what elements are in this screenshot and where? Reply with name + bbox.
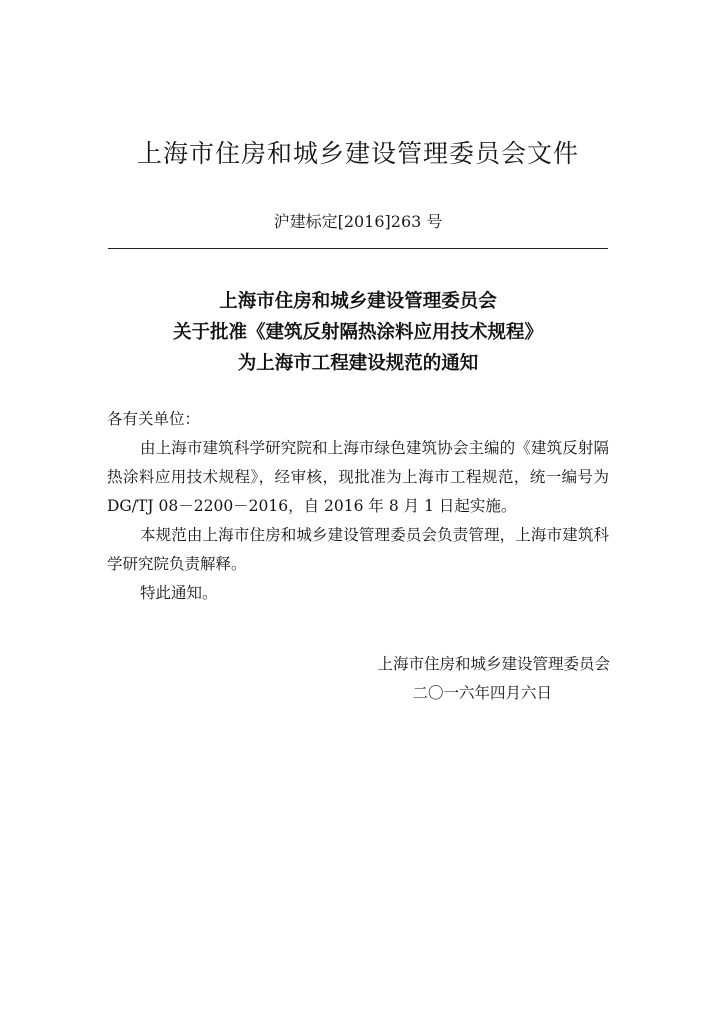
document-body	[107, 405, 609, 608]
management-paragraph: 本规范由上海市住房和城乡建设管理委员会负责管理，上海市建筑科学研究院负责解释。	[107, 526, 609, 573]
signature-block	[310, 650, 610, 708]
issue-date: 二〇一六年四月六日	[412, 684, 552, 702]
header-divider	[108, 248, 608, 249]
notice-title-line-2: 关于批准《建筑反射隔热涂料应用技术规程》	[172, 322, 543, 343]
document-header-title: 上海市住房和城乡建设管理委员会文件	[136, 139, 579, 168]
document-number: 沪建标定[2016]263 号	[273, 212, 443, 231]
addressee: 各有关单位：	[107, 410, 201, 428]
notice-title-line-3: 为上海市工程建设规范的通知	[237, 353, 479, 374]
approval-paragraph: 由上海市建筑科学研究院和上海市绿色建筑协会主编的《建筑反射隔热涂料应用技术规程》，经审核，现批准为上海市工程规范，统一编号为 DG/TJ 08－2200－2016，自 2016 年 8 月 1 日起实施。	[107, 439, 609, 515]
notice-title-line-1: 上海市住房和城乡建设管理委员会	[219, 291, 497, 312]
notice-title	[0, 286, 716, 379]
closing-paragraph: 特此通知。	[140, 584, 218, 602]
issuing-authority: 上海市住房和城乡建设管理委员会	[377, 655, 610, 673]
